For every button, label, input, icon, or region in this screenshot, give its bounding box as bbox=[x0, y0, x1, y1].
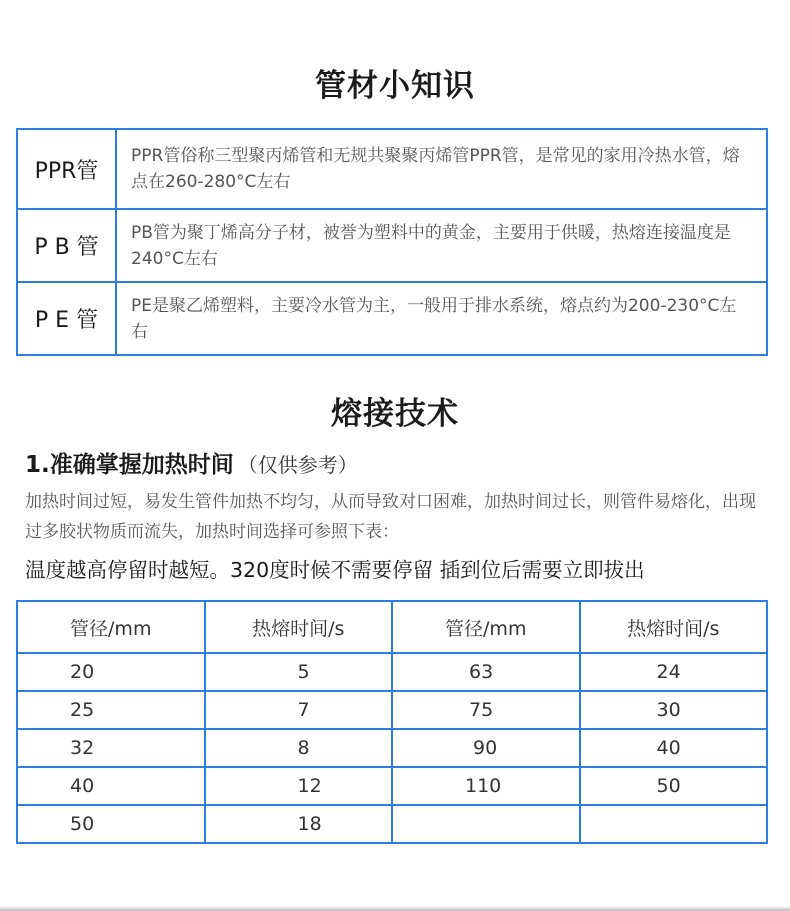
temperature-tip: 温度越高停留时越短。320度时候不需要停留 插到位后需要立即拔出 bbox=[25, 558, 645, 582]
knowledge-row bbox=[17, 129, 767, 209]
section-title-welding-technique: 熔接技术 bbox=[331, 396, 459, 432]
table-cell: 110 bbox=[392, 767, 580, 805]
subheading-heating-time bbox=[25, 446, 358, 479]
table-cell: 8 bbox=[205, 729, 393, 767]
heating-time-paragraph: 加热时间过短，易发生管件加热不均匀，从而导致对口困难，加热时间过长，则管件易熔化，出现过多胶状物质而流失，加热时间选择可参照下表： bbox=[25, 492, 756, 542]
knowledge-row bbox=[17, 209, 767, 282]
pipe-type-name: P B 管 bbox=[17, 209, 116, 282]
table-cell: 40 bbox=[580, 729, 768, 767]
subheading-text: 1.准确掌握加热时间 bbox=[25, 452, 234, 478]
pipe-type-name: P E 管 bbox=[17, 282, 116, 355]
table-cell: 12 bbox=[205, 767, 393, 805]
pipe-type-description: PB管为聚丁烯高分子材，被誉为塑料中的黄金，主要用于供暖，热熔连接温度是240°C左右 bbox=[116, 209, 767, 282]
column-header: 管径/mm bbox=[17, 601, 205, 653]
table-cell: 7 bbox=[205, 691, 393, 729]
bottom-divider bbox=[0, 906, 790, 911]
subheading-note: （仅供参考） bbox=[237, 453, 358, 477]
pipe-type-description: PPR管俗称三型聚丙烯管和无规共聚聚丙烯管PPR管，是常见的家用冷热水管，熔点在260-280°C左右 bbox=[116, 129, 767, 209]
column-header: 热熔时间/s bbox=[205, 601, 393, 653]
pipe-type-name: PPR管 bbox=[17, 129, 116, 209]
table-header-row bbox=[17, 601, 767, 653]
knowledge-row bbox=[17, 282, 767, 355]
table-cell: 75 bbox=[392, 691, 580, 729]
column-header: 热熔时间/s bbox=[580, 601, 768, 653]
table-cell: 18 bbox=[205, 805, 393, 843]
table-row bbox=[17, 653, 767, 691]
table-cell: 5 bbox=[205, 653, 393, 691]
table-row bbox=[17, 691, 767, 729]
table-cell: 20 bbox=[17, 653, 205, 691]
pipe-type-description: PE是聚乙烯塑料，主要冷水管为主，一般用于排水系统，熔点约为200-230°C左右 bbox=[116, 282, 767, 355]
table-cell bbox=[580, 805, 768, 843]
pipe-knowledge-table bbox=[16, 128, 768, 356]
table-cell: 32 bbox=[17, 729, 205, 767]
table-row bbox=[17, 729, 767, 767]
table-cell: 50 bbox=[17, 805, 205, 843]
table-cell: 40 bbox=[17, 767, 205, 805]
table-cell: 90 bbox=[392, 729, 580, 767]
table-row bbox=[17, 805, 767, 843]
table-cell: 30 bbox=[580, 691, 768, 729]
table-row bbox=[17, 767, 767, 805]
section-title-pipe-knowledge: 管材小知识 bbox=[315, 68, 475, 104]
table-cell: 24 bbox=[580, 653, 768, 691]
table-cell bbox=[392, 805, 580, 843]
column-header: 管径/mm bbox=[392, 601, 580, 653]
table-cell: 50 bbox=[580, 767, 768, 805]
heating-time-table bbox=[16, 600, 768, 844]
table-cell: 63 bbox=[392, 653, 580, 691]
table-cell: 25 bbox=[17, 691, 205, 729]
